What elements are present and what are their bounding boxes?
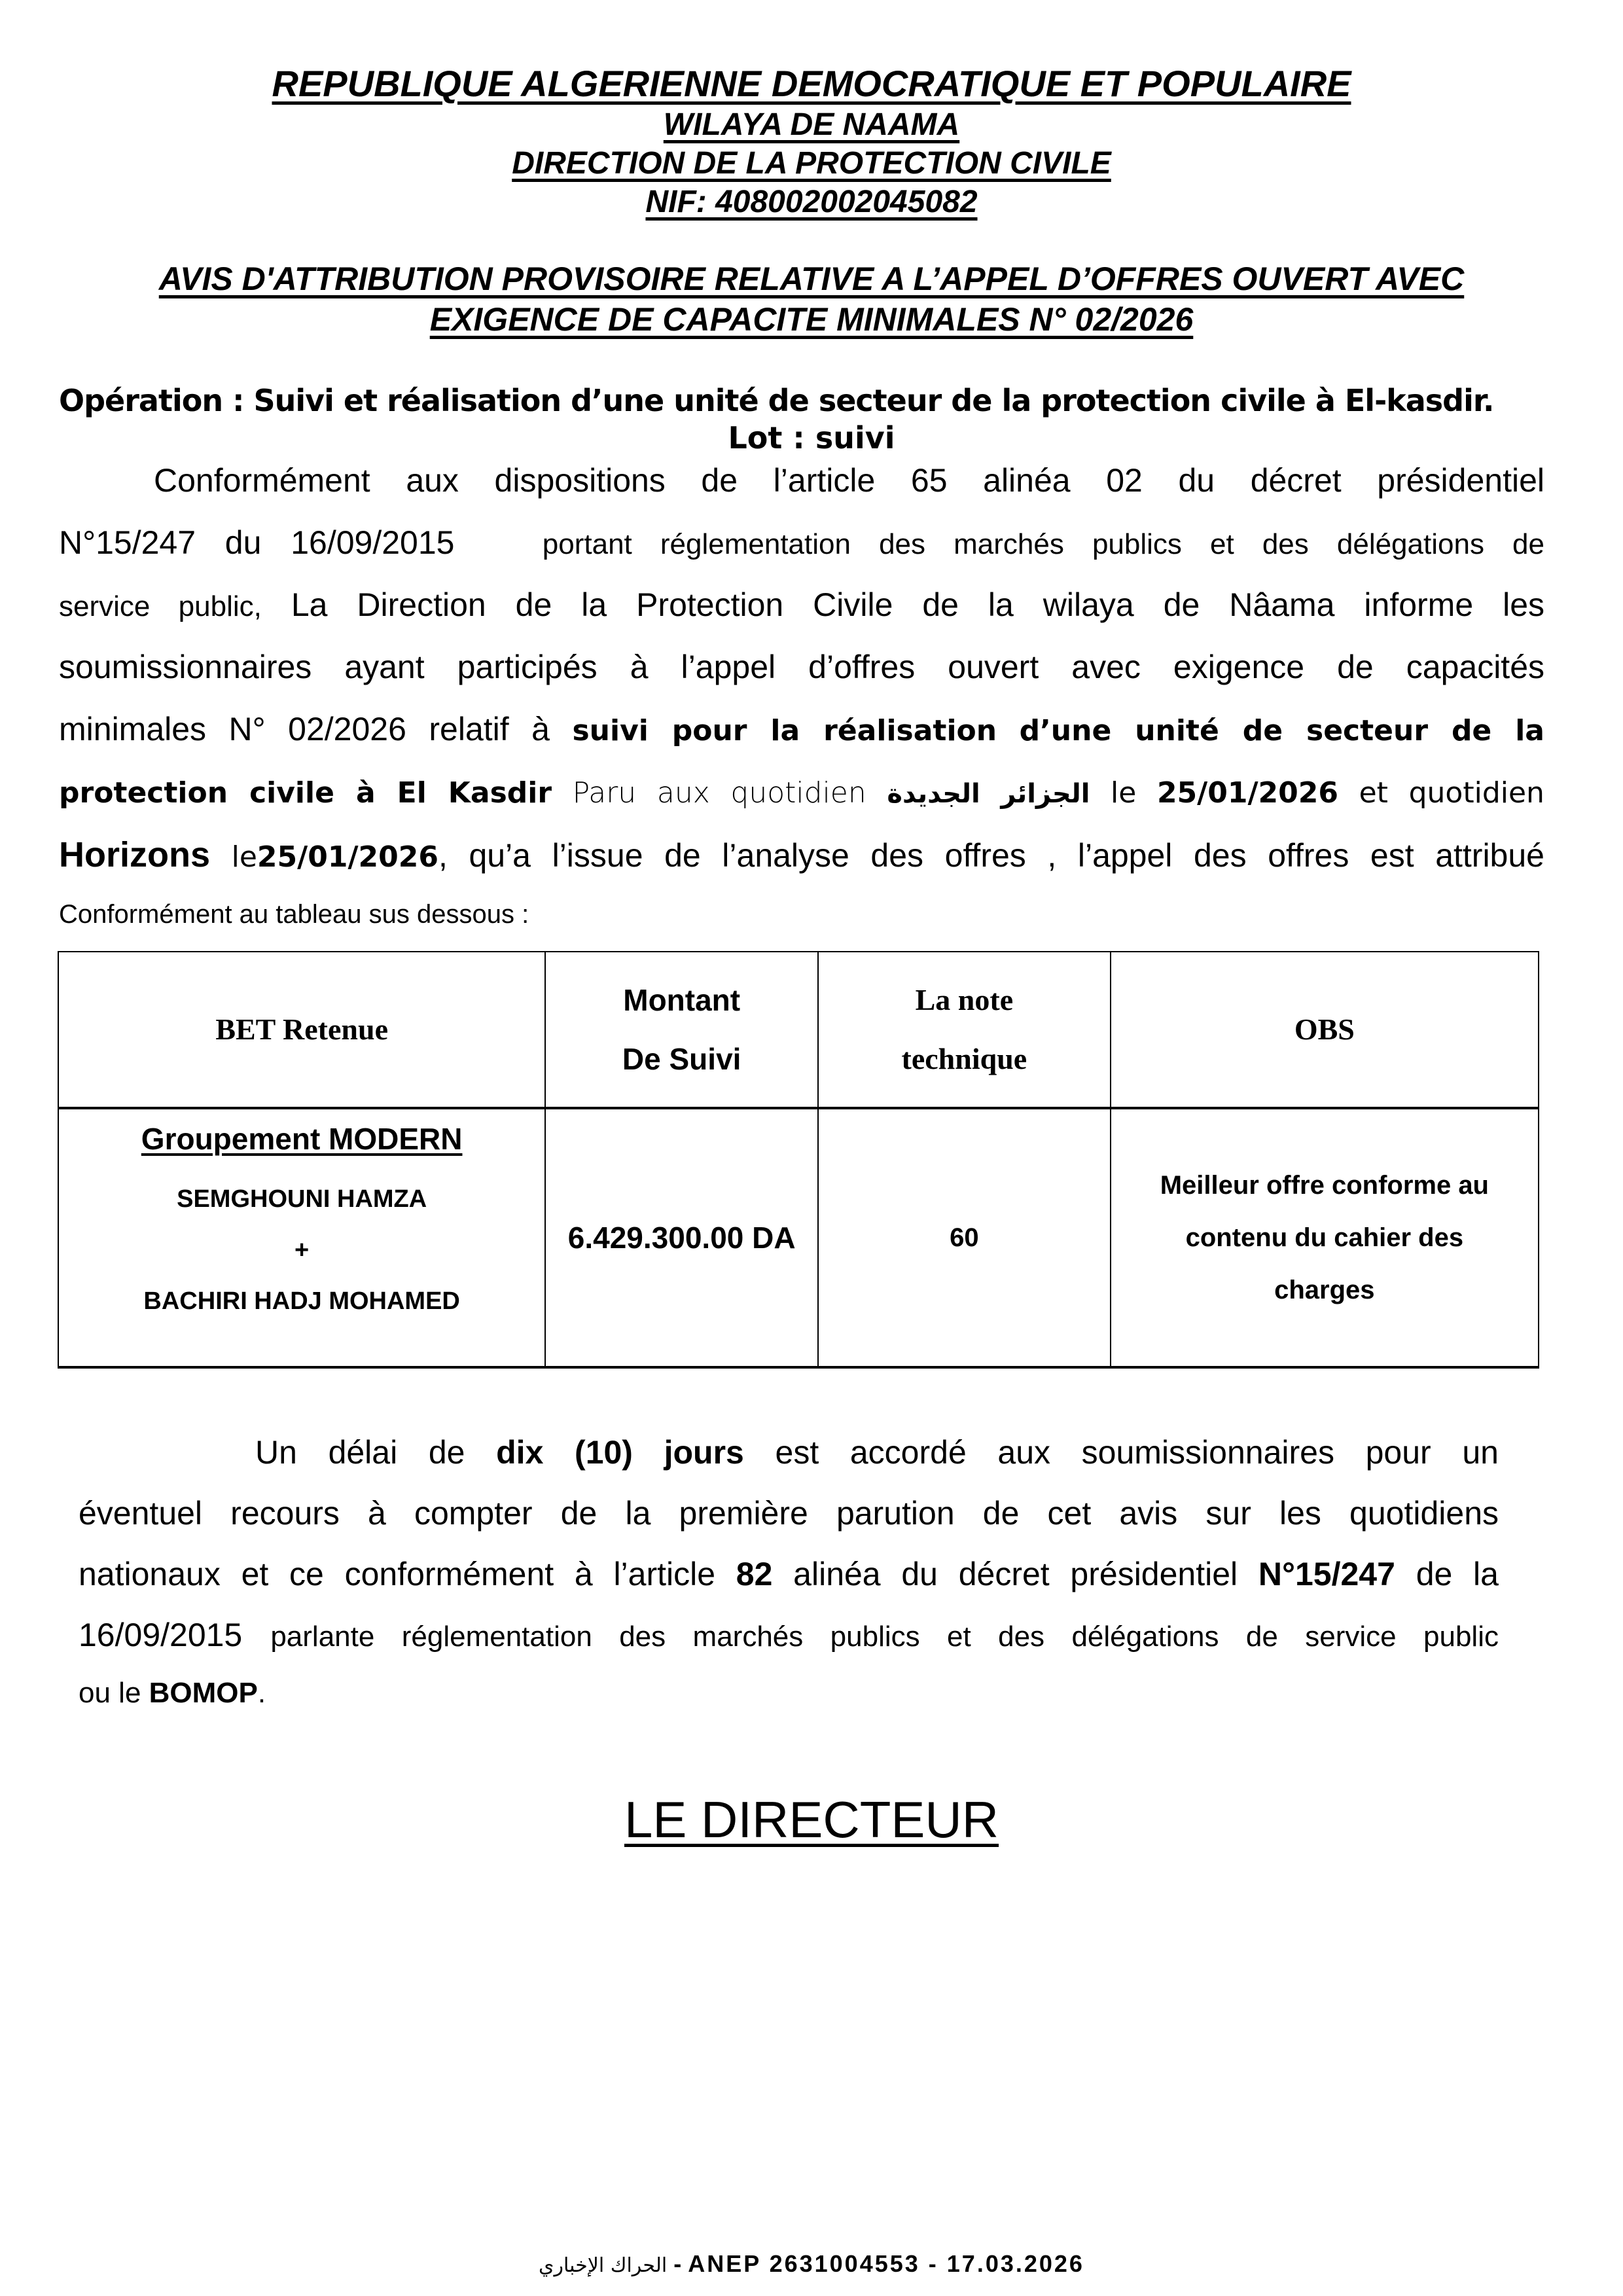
- cell-obs: Meilleur offre conforme au contenu du cahier des charges: [1111, 1108, 1539, 1367]
- cell-note: 60: [818, 1108, 1111, 1367]
- para1-line3: service public, La Direction de la Protection Civile de la wilaya de Nâama informe les: [59, 586, 1544, 623]
- header-montant: Montant De Suivi: [545, 952, 818, 1108]
- group-name: Groupement MODERN: [141, 1122, 463, 1156]
- anep-reference: - ANEP 2631004553 - 17.03.2026: [667, 2250, 1084, 2277]
- nif-number: NIF: 408002002045082: [645, 185, 978, 219]
- lot-line: Lot : suivi: [728, 420, 895, 456]
- para2-line3: nationaux et ce conformément à l’article 82 alinéa du décret présidentiel N°15/247 de la: [79, 1556, 1499, 1592]
- notice-title: [0, 259, 1623, 340]
- wilaya-title: WILAYA DE NAAMA: [663, 107, 960, 142]
- signature-title: LE DIRECTEUR: [624, 1791, 999, 1848]
- member-1: SEMGHOUNI HAMZA: [177, 1185, 427, 1213]
- republic-title: REPUBLIQUE ALGERIENNE DEMOCRATIQUE ET POPULAIRE: [272, 63, 1351, 104]
- header-obs: OBS: [1111, 952, 1539, 1108]
- direction-title: DIRECTION DE LA PROTECTION CIVILE: [512, 146, 1111, 181]
- para1-line1: Conformément aux dispositions de l’article 65 alinéa 02 du décret présidentiel: [154, 462, 1544, 499]
- para2-line4: 16/09/2015 parlante réglementation des marchés publics et des délégations de service public: [79, 1617, 1499, 1653]
- notice-title-line2: EXIGENCE DE CAPACITE MINIMALES N° 02/2026: [429, 301, 1194, 338]
- table-row: [58, 1108, 1539, 1367]
- newspaper-arabic-name: الجزائر الجديدة: [887, 779, 1090, 809]
- header-bet: BET Retenue: [58, 952, 545, 1108]
- para1-line2: N°15/247 du 16/09/2015 portant réglementation des marchés publics et des délégations de: [59, 524, 1544, 561]
- notice-title-line1: AVIS D'ATTRIBUTION PROVISOIRE RELATIVE A L’APPEL D’OFFRES OUVERT AVEC: [158, 260, 1465, 297]
- member-2: BACHIRI HADJ MOHAMED: [143, 1287, 460, 1315]
- para1-line6: protection civile à El Kasdir Paru aux quotidien الجزائر الجديدة le 25/01/2026 et quotidien: [59, 776, 1544, 810]
- para1-line5: minimales N° 02/2026 relatif à suivi pour la réalisation d’une unité de secteur de la: [59, 711, 1544, 747]
- publication-footer: [0, 2250, 1623, 2278]
- cell-bet: [58, 1108, 545, 1367]
- para1-line7: Horizons le25/01/2026, qu’a l’issue de l’analyse des offres , l’appel des offres est attribué: [59, 835, 1544, 874]
- table-header-row: [58, 952, 1539, 1108]
- operation-line: Opération : Suivi et réalisation d’une unité de secteur de la protection civile à El-kasdir.: [59, 383, 1494, 418]
- plus-sign: +: [294, 1236, 310, 1264]
- para1-line4: soumissionnaires ayant participés à l’appel d’offres ouvert avec exigence de capacités: [59, 649, 1544, 685]
- para2-line1: Un délai de dix (10) jours est accordé aux soumissionnaires pour un: [255, 1434, 1499, 1471]
- para1-line8: Conformément au tableau sus dessous :: [59, 900, 529, 929]
- para2-line2: éventuel recours à compter de la première parution de cet avis sur les quotidiens: [79, 1495, 1499, 1532]
- cell-amount: 6.429.300.00 DA: [545, 1108, 818, 1367]
- para2-line5: ou le BOMOP.: [79, 1677, 266, 1709]
- award-table: [58, 951, 1539, 1369]
- newspaper-name-arabic: الحراك الإخباري: [539, 2254, 668, 2277]
- header-note: La note technique: [818, 952, 1111, 1108]
